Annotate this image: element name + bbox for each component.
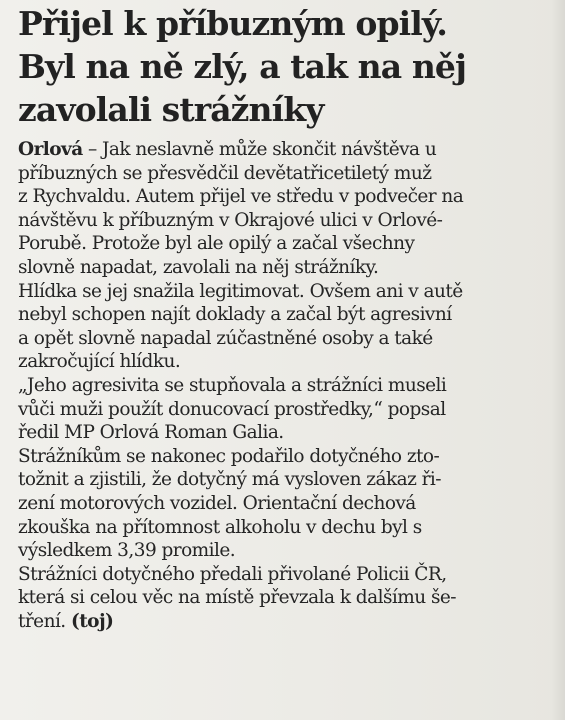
body-line: Strážníci dotyčného předali přivolané Policii ČR, <box>18 563 447 585</box>
body-line: ředil MP Orlová Roman Galia. <box>18 422 284 444</box>
headline-line: Přijel k příbuzným opilý. <box>18 4 447 43</box>
body-line: vůči muži použít donucovací prostředky,“ popsal <box>18 398 446 420</box>
body-line: výsledkem 3,39 promile. <box>18 540 236 562</box>
body-line <box>18 610 558 634</box>
body-line: která si celou věc na místě převzala k dalšímu še- <box>18 587 456 609</box>
body-line: příbuzných se přesvědčil devětatřicetiletý muž <box>18 162 432 184</box>
headline-line: Byl na ně zlý, a tak na něj <box>18 47 467 86</box>
newspaper-article <box>18 2 558 633</box>
article-headline <box>18 2 558 131</box>
article-body <box>18 138 558 633</box>
body-line: Porubě. Protože byl ale opilý a začal všechny <box>18 233 415 255</box>
body-line-text: – Jak neslavně může skončit návštěva u <box>82 139 437 160</box>
body-line: návštěvu k příbuzným v Okrajové ulici v Orlové- <box>18 209 443 231</box>
body-line: nebyl schopen najít doklady a začal být agresivní <box>18 304 452 326</box>
dateline: Orlová <box>18 139 83 160</box>
headline-line: zavolali strážníky <box>18 90 324 129</box>
body-line: Strážníkům se nakonec podařilo dotyčného zto- <box>18 445 440 467</box>
body-line: „Jeho agresivita se stupňovala a strážníci museli <box>18 374 447 396</box>
body-line: Hlídka se jej snažila legitimovat. Ovšem ani v autě <box>18 280 463 302</box>
body-line: zakročující hlídku. <box>18 351 181 373</box>
body-line: slovně napadat, zavolali na něj strážníky. <box>18 256 379 278</box>
body-line: z Rychvaldu. Autem přijel ve středu v podvečer na <box>18 186 464 208</box>
author-initials: (toj) <box>70 610 114 632</box>
body-line: a opět slovně napadal zúčastněné osoby a také <box>18 327 433 349</box>
body-line: zení motorových vozidel. Orientační dechová <box>18 492 416 514</box>
body-line: tožnit a zjistili, že dotyčný má vysloven zákaz ři- <box>18 469 441 491</box>
body-line-text: tření. <box>18 610 71 632</box>
body-line <box>18 138 558 162</box>
body-line: zkouška na přítomnost alkoholu v dechu byl s <box>18 516 422 538</box>
